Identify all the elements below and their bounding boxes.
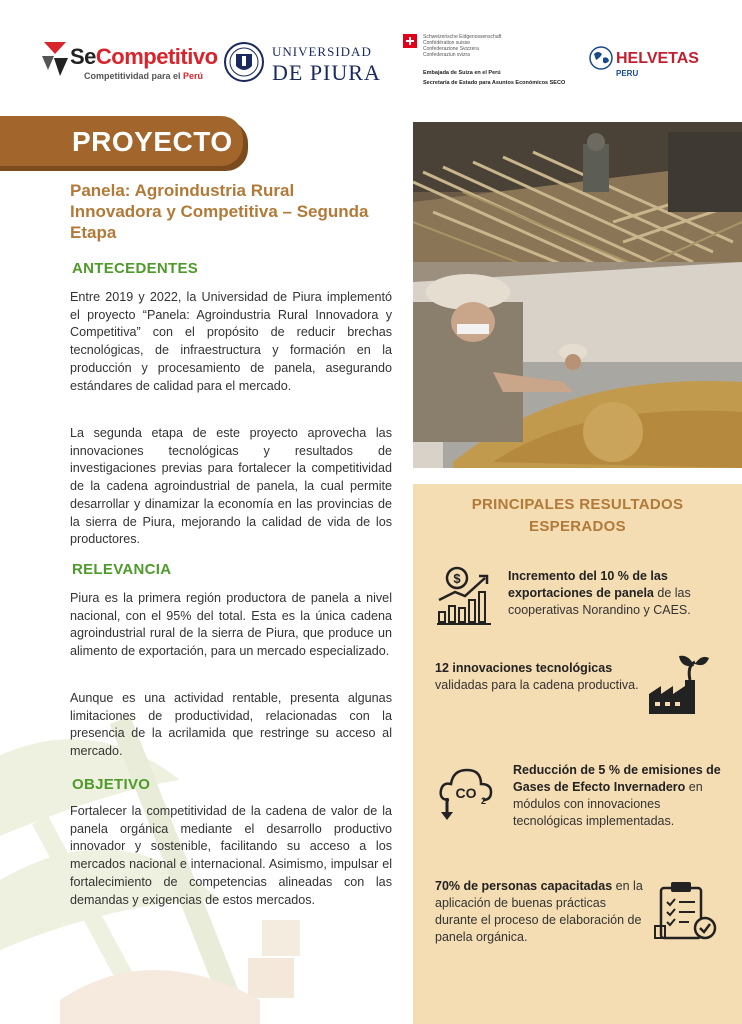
udep-name-line2: DE PIURA — [272, 60, 381, 85]
money-growth-chart-icon — [435, 564, 499, 628]
udep-logo — [224, 38, 381, 88]
result-item-4-text: 70% de personas capacitadas en la aplicación de buenas prácticas durante el proceso de elaboración de panela orgánica. — [435, 879, 643, 944]
swiss-confederation-text: Schweizerische Eidgenossenschaft Confédération suisse Confederazione Svizzera Confederaziun svizra — [423, 34, 502, 58]
swiss-flag-icon — [403, 34, 417, 48]
project-banner — [0, 116, 243, 166]
heading-relevancia: RELEVANCIA — [72, 561, 172, 578]
udep-seal-icon — [224, 38, 264, 86]
co2-cloud-reduction-icon — [435, 762, 499, 826]
swiss-embassy-text: Embajada de Suiza en el Perú — [423, 70, 501, 76]
svg-text:CO: CO — [455, 785, 477, 801]
svg-text:2: 2 — [481, 796, 487, 806]
results-panel — [413, 484, 742, 1024]
result-item-1-text: Incremento del 10 % de las exportaciones de panela de las cooperativas Norandino y CAES. — [508, 569, 691, 617]
relevancia-paragraph-2: Aunque es una actividad rentable, presenta algunas limitaciones de productividad, relacionadas con la presencia de la acrilamida que restringe su acceso al mercado. — [70, 691, 392, 759]
secompetitivo-mark-icon — [40, 40, 70, 80]
antecedentes-paragraph-1: Entre 2019 y 2022, la Universidad de Piura implementó el proyecto “Panela: Agroindustria Rural Innovadora y Competitiva” con el propósito de reducir brechas tecnológicas, de infraestructura y formación en la producción y procesamiento de panela, asegurando estándares de calidad para el mercado. — [70, 290, 392, 393]
antecedentes-paragraph-2: La segunda etapa de este proyecto aprovecha las innovaciones tecnológicas y resultados de investigaciones previas para fortalecer la competitividad de la cadena agroindustrial de panela, la cual permite desarrollar y dinamizar la economía en las provincias de la sierra de Piura, mejorando la calidad de vida de los productores. — [70, 426, 392, 547]
certified-checklist-icon — [653, 880, 717, 944]
swiss-embassy-logo — [403, 34, 573, 94]
secompetitivo-name: SeCompetitivo — [70, 44, 218, 69]
udep-name-line1: UNIVERSIDAD — [272, 44, 372, 59]
relevancia-paragraph-1: Piura es la primera región productora de panela a nivel nacional, con el 95% del total. Esta es la única cadena agroindustrial rural de la sierra de Piura, que produce un alimento de exportación, para un mercado especializado. — [70, 591, 392, 659]
seco-text: Secretaría de Estado para Asuntos Económicos SECO — [423, 80, 566, 86]
results-title: PRINCIPALES RESULTADOS ESPERADOS — [471, 496, 684, 535]
svg-text:$: $ — [453, 571, 461, 586]
helvetas-globe-icon — [588, 44, 614, 72]
result-item-3-text: Reducción de 5 % de emisiones de Gases de Efecto Invernadero en módulos con innovaciones tecnológicas implementadas. — [513, 763, 721, 828]
secompetitivo-tagline: Competitividad para el Perú — [84, 71, 204, 81]
factory-leaf-icon — [645, 654, 709, 718]
photo-panela-processing — [413, 262, 742, 468]
banner-label: PROYECTO — [72, 126, 233, 157]
secompetitivo-logo — [40, 40, 218, 88]
objetivo-paragraph: Fortalecer la competitividad de la cadena de valor de la panela orgánica mediante el desarrollo productivo innovador y sostenible, facilitando su acceso a los mercados nacional e internacional. Asimismo, impulsar el fortalecimiento de competencias alineadas con las demandas y exigencias de estos mercados. — [70, 804, 392, 907]
project-title: Panela: Agroindustria Rural Innovadora y Competitiva – Segunda Etapa — [70, 181, 369, 242]
heading-objetivo: OBJETIVO — [72, 776, 151, 793]
helvetas-name: HELVETAS — [616, 50, 699, 67]
helvetas-country: PERU — [616, 69, 639, 78]
result-item-2-text: 12 innovaciones tecnológicas validadas para la cadena productiva. — [435, 661, 639, 692]
heading-antecedentes: ANTECEDENTES — [72, 260, 199, 277]
helvetas-logo — [588, 44, 718, 84]
photo-sugarcane-harvest — [413, 122, 742, 282]
